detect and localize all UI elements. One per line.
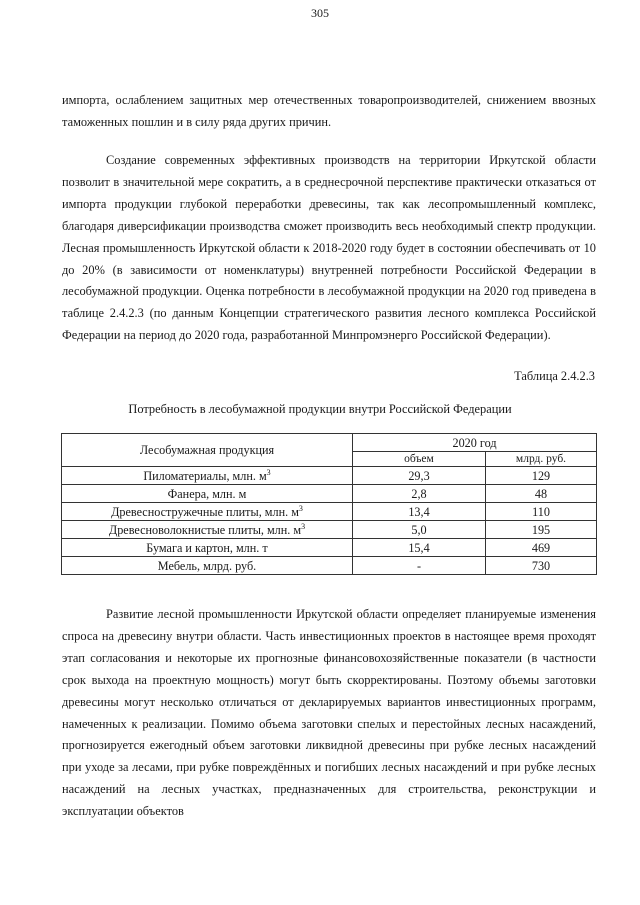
cell-volume: 13,4 (353, 503, 486, 521)
table-row (62, 521, 597, 539)
product-label: Пиломатериалы, млн. м (143, 468, 267, 483)
header-product: Лесобумажная продукция (62, 434, 353, 467)
cell-product (62, 503, 353, 521)
header-year: 2020 год (353, 434, 597, 452)
product-label: Мебель, млрд. руб. (157, 558, 257, 573)
unit-superscript: 3 (266, 467, 271, 477)
demand-table (61, 433, 597, 575)
table-row (62, 485, 597, 503)
cell-volume: - (353, 557, 486, 575)
paragraph-production: Создание современных эффективных производств на территории Иркутской области позволит в значительной мере сократить, а в среднесрочной перспективе практически отказаться от импорта продукции глубокой переработки древесины, так как лесопромышленный комплекс, благодаря диверсификации производства сможет производить весь необходимый спектр продукции. Лесная промышленность Иркутской области к 2018-2020 году будет в состоянии обеспечивать от 10 до 20% (в зависимости от номенклатуры) внутренней потребности Российской Федерации в лесобумажной продукции. Оценка потребности в лесобумажной продукции на 2020 год приведена в таблице 2.4.2.3 (по данным Концепции стратегического развития лесного комплекса Российской Федерации на период до 2020 года, разработанной Минпромэнерго Российской Федерации). (62, 153, 596, 343)
cell-volume: 2,8 (353, 485, 486, 503)
cell-product (62, 539, 353, 557)
header-volume: объем (353, 452, 486, 467)
cell-volume: 29,3 (353, 467, 486, 485)
cell-product (62, 557, 353, 575)
table-row (62, 539, 597, 557)
cell-product (62, 467, 353, 485)
table-row (62, 467, 597, 485)
paragraph-import: импорта, ослаблением защитных мер отечественных товаропроизводителей, снижением ввозных таможенных пошлин и в силу ряда других причин. (62, 93, 596, 129)
cell-value: 730 (486, 557, 597, 575)
table-number: Таблица 2.4.2.3 (514, 369, 595, 383)
cell-value: 195 (486, 521, 597, 539)
cell-value: 129 (486, 467, 597, 485)
cell-value: 110 (486, 503, 597, 521)
cell-value: 48 (486, 485, 597, 503)
cell-volume: 15,4 (353, 539, 486, 557)
table-row (62, 557, 597, 575)
product-label: Бумага и картон, млн. т (146, 540, 268, 555)
product-label: Фанера, млн. м (167, 486, 247, 501)
cell-product (62, 521, 353, 539)
header-value: млрд. руб. (486, 452, 597, 467)
product-label: Древесноволокнистые плиты, млн. м (108, 522, 302, 537)
unit-superscript: 3 (298, 503, 303, 513)
page-number: 305 (311, 6, 329, 20)
cell-value: 469 (486, 539, 597, 557)
cell-product (62, 485, 353, 503)
product-label: Древесностружечные плиты, млн. м (111, 504, 299, 519)
unit-superscript: 3 (301, 521, 306, 531)
table-row (62, 503, 597, 521)
table-title: Потребность в лесобумажной продукции внутри Российской Федерации (128, 402, 512, 416)
cell-volume: 5,0 (353, 521, 486, 539)
paragraph-development: Развитие лесной промышленности Иркутской области определяет планируемые изменения спроса на древесину внутри области. Часть инвестиционных проектов в настоящее время проходят этап согласования и некоторые их прогнозные финансовохозяйственные показатели (в частности срок выхода на проектную мощность) могут быть скорректированы. Поэтому объемы заготовки древесины могут несколько отличаться от декларируемых вариантов инвестиционных программ, намеченных к реализации. Помимо объема заготовки спелых и перестойных лесных насаждений, прогнозируется ежегодный объем заготовки ликвидной древесины при рубке лесных насаждений при уходе за лесами, при рубке повреждённых и погибших лесных насаждений и при рубке лесных насаждений на лесных участках, предназначенных для строительства, реконструкции и эксплуатации объектов (62, 607, 596, 819)
